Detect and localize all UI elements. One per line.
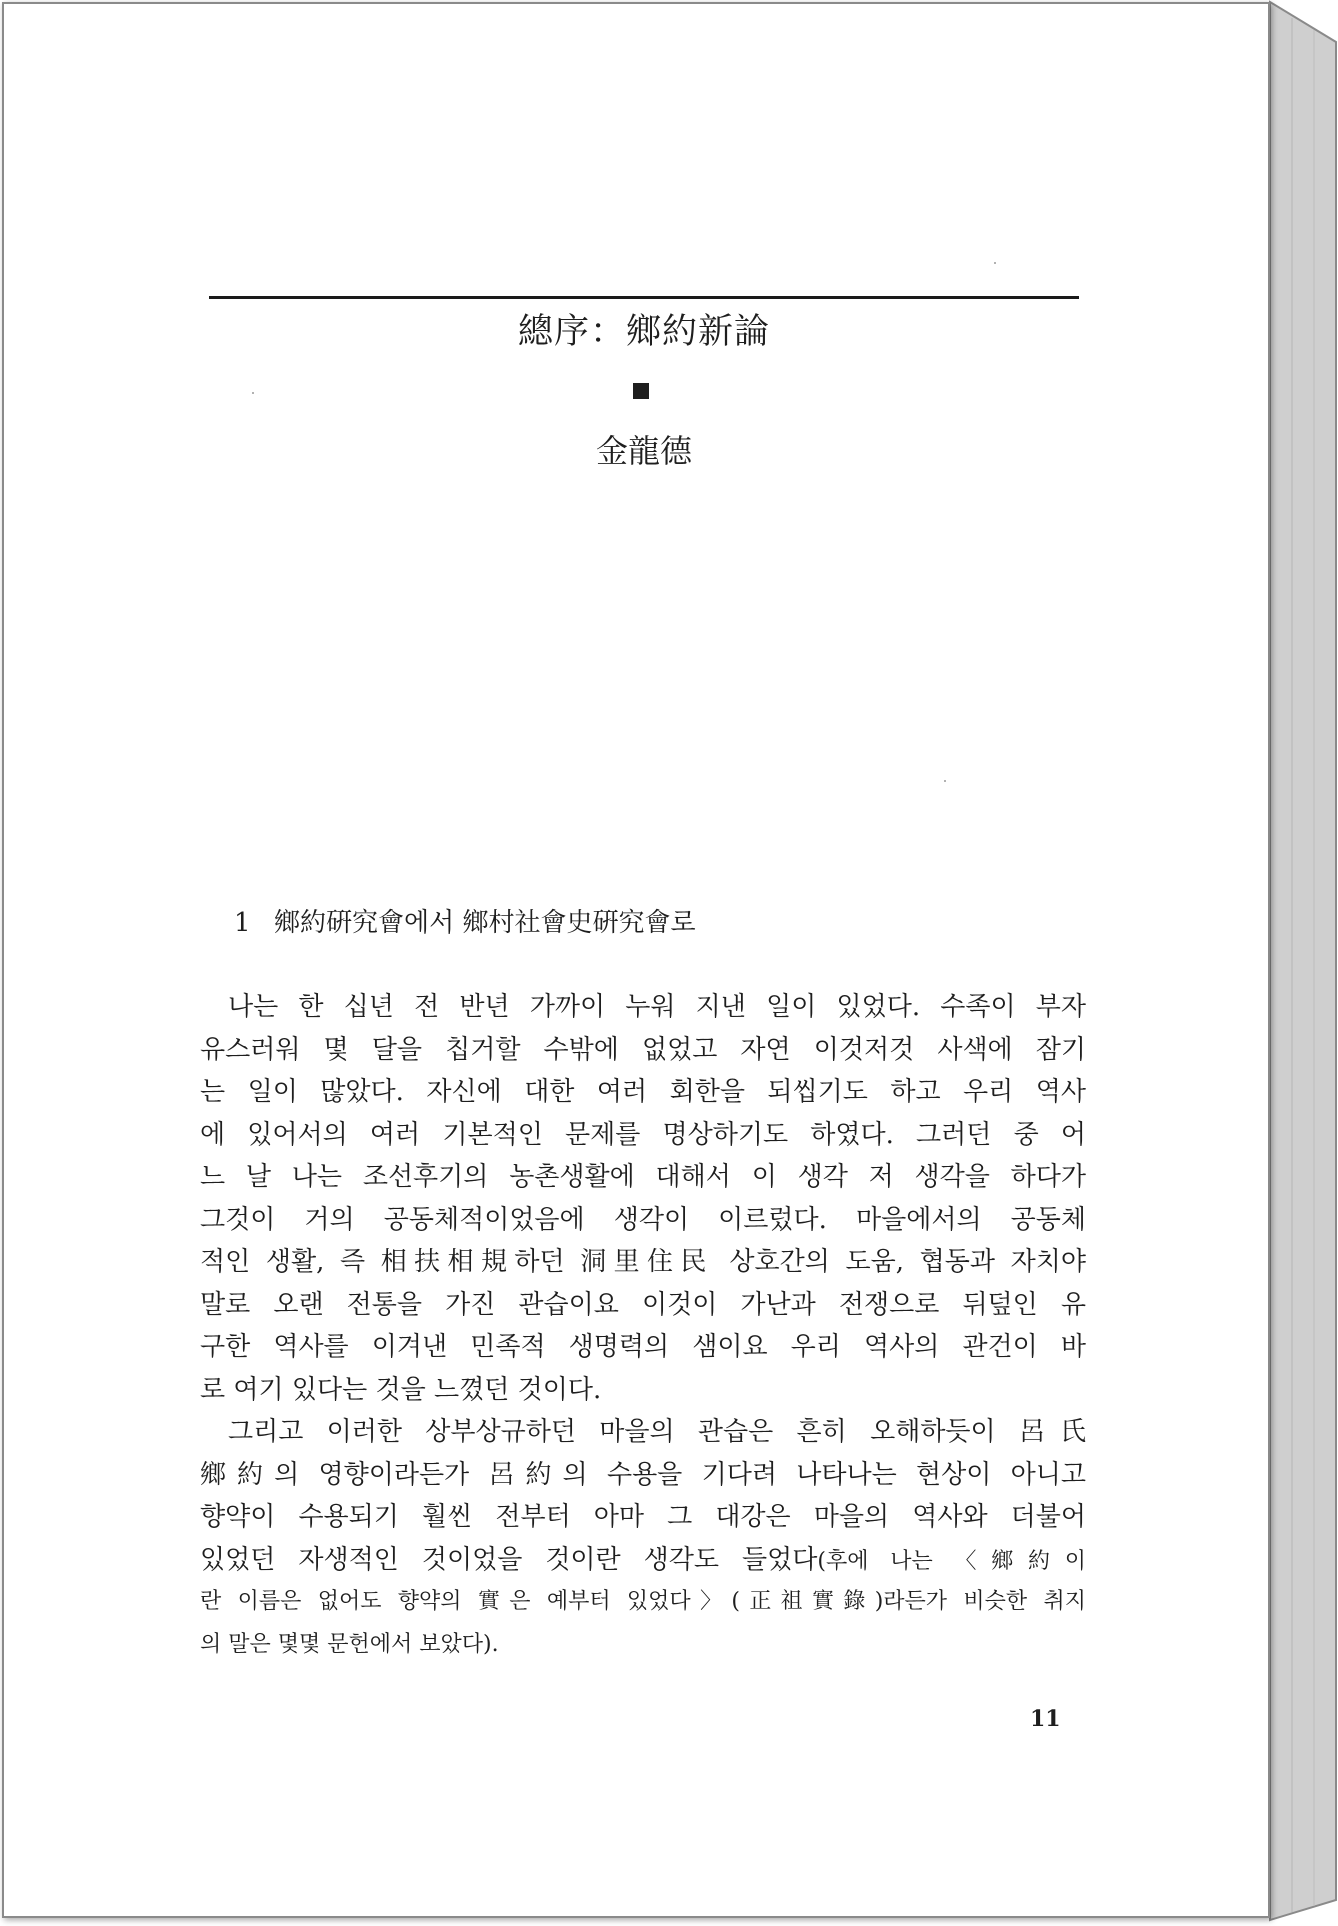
text-line: 유스러워 몇 달을 칩거할 수밖에 없었고 자연 이것저것 사색에 잠기 <box>200 1034 1086 1065</box>
text-line: 로 여기 있다는 것을 느꼈던 것이다. <box>200 1374 602 1405</box>
page-title: 總序：鄉約新論 <box>517 312 770 352</box>
scan-speck <box>944 780 946 782</box>
book-page <box>2 2 1270 1918</box>
text-line: 는 일이 많았다. 자신에 대한 여러 회한을 되씹기도 하고 우리 역사 <box>200 1077 1086 1107</box>
text-line: 느 날 나는 조선후기의 농촌생활에 대해서 이 생각 저 생각을 하다가 <box>200 1162 1086 1192</box>
text-line: 나는 한 십년 전 반년 가까이 누워 지낸 일이 있었다. 수족이 부자 <box>228 992 1086 1022</box>
section-heading <box>234 902 696 939</box>
text-line: 향약이 수용되기 훨씬 전부터 아마 그 대강은 마을의 역사와 더불어 <box>200 1502 1086 1532</box>
scan-speck <box>994 262 996 264</box>
note-segment: (후에 나는 〈鄉約이 <box>817 1548 1086 1574</box>
text-line: 그것이 거의 공동체적이었음에 생각이 이르렀다. 마을에서의 공동체 <box>200 1204 1086 1235</box>
text-line: 鄉約의 영향이라든가 呂約의 수용을 기다려 나타나는 현상이 아니고 <box>200 1459 1086 1490</box>
text-segment: 있었던 자생적인 것이었을 것이란 생각도 들었다 <box>200 1544 818 1575</box>
section-number: 1 <box>234 908 251 938</box>
author-name: 金龍德 <box>595 432 692 470</box>
square-ornament-icon <box>633 383 649 399</box>
section-title: 鄉約硏究會에서 鄉村社會史硏究會로 <box>274 908 696 938</box>
text-line: 말로 오랜 전통을 가진 관습이요 이것이 가난과 전쟁으로 뒤덮인 유 <box>200 1289 1086 1320</box>
body-text <box>200 986 1086 1666</box>
text-line: 란 이름은 없어도 향약의 實은 예부터 있었다〉(正祖實錄)라든가 비슷한 취지 <box>200 1589 1086 1614</box>
text-line: 에 있어서의 여러 기본적인 문제를 명상하기도 하였다. 그러던 중 어 <box>200 1119 1086 1150</box>
text-line: 의 말은 몇몇 문헌에서 보았다). <box>200 1631 499 1657</box>
text-line: 적인 생활, 즉 相扶相規하던 洞里住民 상호간의 도움, 협동과 자치야 <box>200 1247 1086 1277</box>
scan-speck <box>252 392 254 394</box>
text-line: 그리고 이러한 상부상규하던 마을의 관습은 흔히 오해하듯이 呂氏 <box>228 1417 1086 1447</box>
text-line <box>200 1539 1086 1582</box>
title-rule <box>209 296 1079 299</box>
text-line: 구한 역사를 이겨낸 민족적 생명력의 샘이요 우리 역사의 관건이 바 <box>200 1332 1086 1362</box>
page-number: 11 <box>1030 1706 1061 1732</box>
